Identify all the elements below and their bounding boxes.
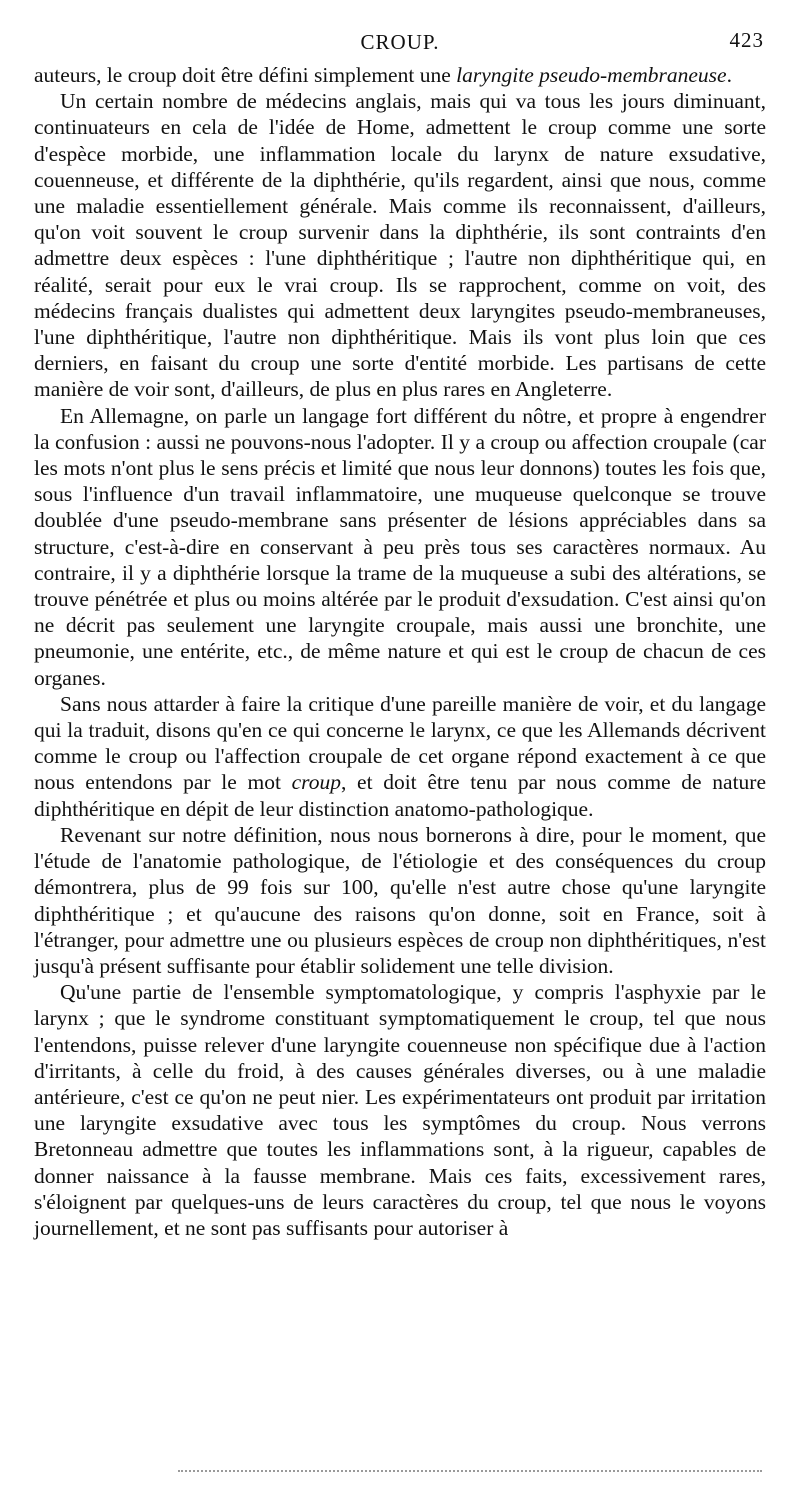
text-run: Revenant sur notre définition, nous nous bornerons à dire, pour le moment, que l'étude de l'anatomie pathologique, de l'étiologie et des conséquences du croup démontrera, plus de 99 fois sur 100, qu'elle n'est autre chose qu'une laryngite diphthéritique ; et qu'aucune des raisons qu'on donne, soit en France, soit à l'étranger, pour admettre une ou plusieurs espèces de croup non diphthéritiques, n'est jusqu'à présent suffisante pour établir solidement une telle division. <box>34 822 766 978</box>
paragraph <box>34 691 766 822</box>
text-run: . <box>726 63 732 87</box>
text-run: Sans nous attarder à faire la critique d'une pareille manière de voir, et du langage qui la traduit, disons qu'en ce qui concerne le larynx, ce que les Allemands décrivent comme le croup ou l'affection croupale de cet organe répond exactement à ce que nous entendons par le mot <box>34 691 766 795</box>
page-number: 423 <box>729 28 764 52</box>
text-run: En Allemagne, on parle un langage fort différent du nôtre, et propre à engendrer la confusion : aussi ne pouvons-nous l'adopter. Il y a croup ou affection croupale (car les mots n'ont plus le sens précis et limité que nous leur donnons) toutes les fois que, sous l'influence d'un travail inflammatoire, une muqueuse quelconque se trouve doublée d'une pseudo-membrane sans présenter de lésions appréciables dans sa structure, c'est-à-dire en conservant à peu près tous ses caractères normaux. Au contraire, il y a diphthérie lorsque la trame de la muqueuse a subi des altérations, se trouve pénétrée et plus ou moins altérée par le produit d'exsudation. C'est ainsi qu'on ne décrit pas seulement une laryngite croupale, mais aussi une bronchite, une pneumonie, une entérite, etc., de même nature et qui est le croup de chacun de ces organes. <box>34 403 766 690</box>
text-run: auteurs, le croup doit être défini simplement une <box>34 63 457 87</box>
italic-term: croup <box>291 770 341 795</box>
running-title: CROUP. <box>360 30 440 54</box>
footer-rule <box>178 1470 762 1472</box>
italic-term: laryngite pseudo-membraneuse <box>456 63 727 87</box>
book-page <box>34 28 766 1241</box>
paragraph <box>34 403 766 691</box>
text-run: Un certain nombre de médecins anglais, mais qui va tous les jours diminuant, continuateurs en cela de l'idée de Home, admettent le croup comme une sorte d'espèce morbide, une inflammation locale du larynx de nature exsudative, couenneuse, et différente de la diphthérie, qu'ils regardent, ainsi que nous, comme une maladie essentiellement générale. Mais comme ils reconnaissent, d'ailleurs, qu'on voit souvent le croup survenir dans la diphthérie, ils sont contraints d'en admettre deux espèces : l'une diphthéritique ; l'autre non diphthéritique qui, en réalité, serait pour eux le vrai croup. Ils se rapprochent, comme on voit, des médecins français dualistes qui admettent deux laryngites pseudo-membraneuses, l'une diphthéritique, l'autre non diphthéritique. Mais ils vont plus loin que ces derniers, en faisant du croup une sorte d'entité morbide. Les partisans de cette manière de voir sont, d'ailleurs, de plus en plus rares en Angleterre. <box>34 89 766 402</box>
paragraph <box>34 88 766 402</box>
running-head <box>34 28 766 62</box>
paragraph <box>34 979 766 1241</box>
paragraph <box>34 822 766 979</box>
paragraph <box>34 62 766 88</box>
text-run: Qu'une partie de l'ensemble symptomatologique, y compris l'asphyxie par le larynx ; que le syndrome constituant symptomatiquement le croup, tel que nous l'entendons, puisse relever d'une laryngite couenneuse non spécifique due à l'action d'irritants, à celle du froid, à des causes générales diverses, ou à une maladie antérieure, c'est ce qu'on ne peut nier. Les expérimentateurs ont produit par irritation une laryngite exsudative avec tous les symptômes du croup. Nous verrons Bretonneau admettre que toutes les inflammations sont, à la rigueur, capables de donner naissance à la fausse membrane. Mais ces faits, excessivement rares, s'éloignent par quelques-uns de leurs caractères du croup, tel que nous le voyons journellement, et ne sont pas suffisants pour autoriser à <box>34 980 766 1240</box>
text-run: , et doit être tenu par nous comme de nature diphthéritique en dépit de leur distinction anatomo-pathologique. <box>34 770 766 821</box>
body-text <box>34 62 766 1241</box>
